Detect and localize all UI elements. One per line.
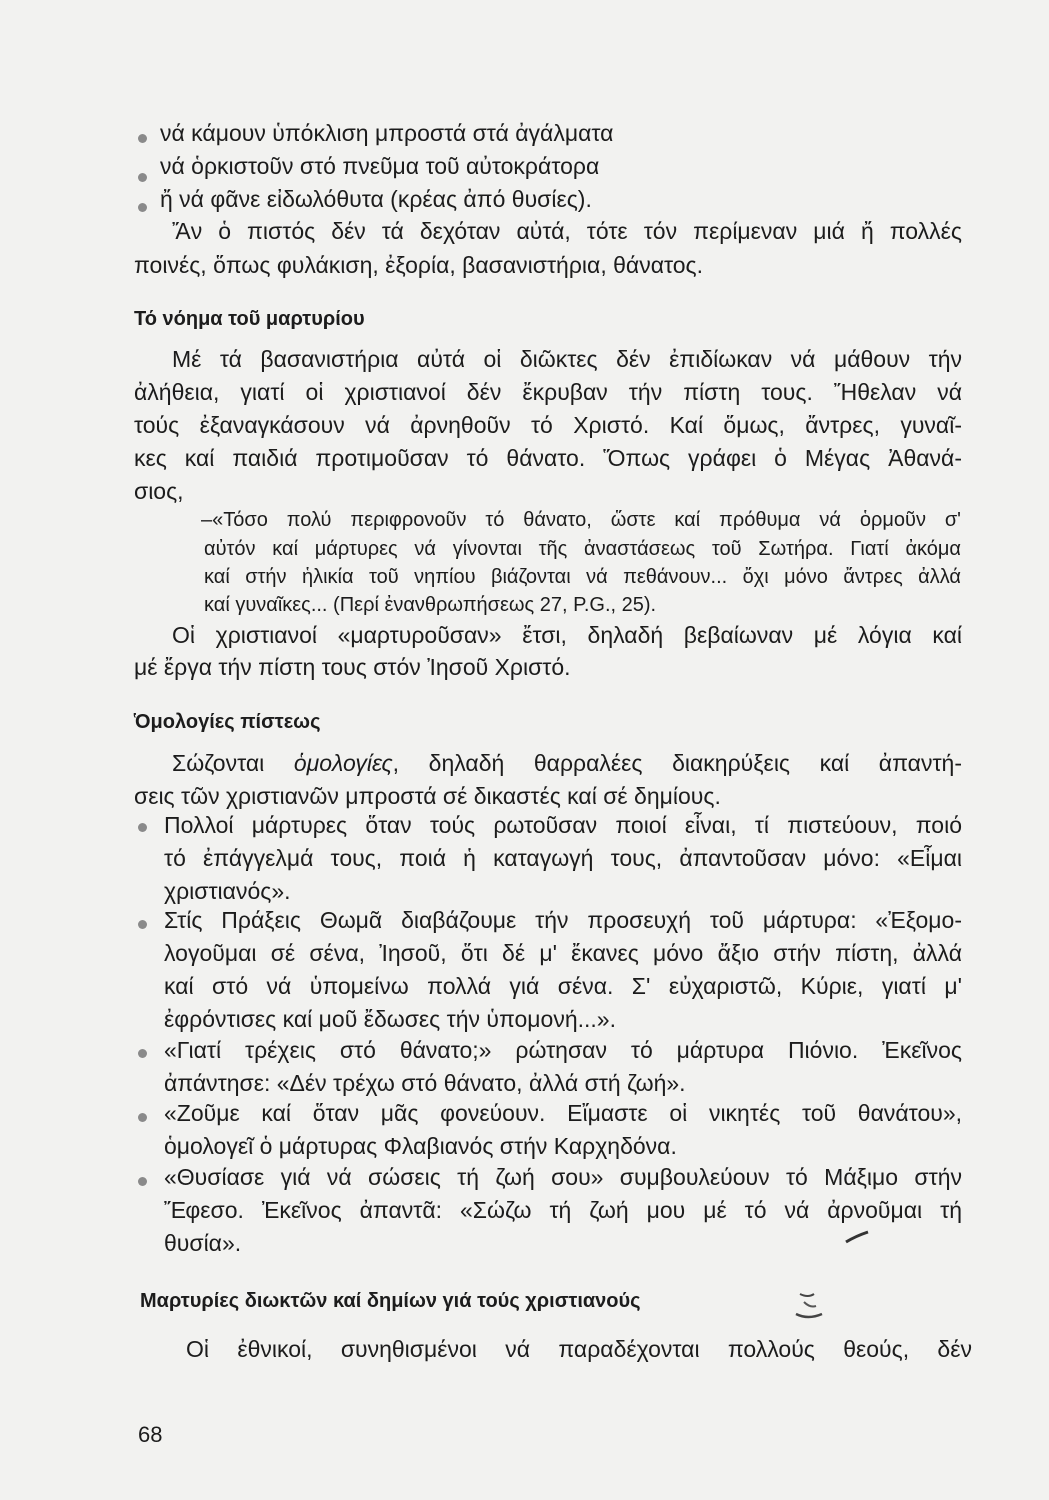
emphasized-term: ὁμολογίες xyxy=(293,750,393,776)
list-item-line: Πολλοί μάρτυρες ὅταν τούς ρωτοῦσαν ποιοί εἶναι, τί πιστεύουν, ποιό xyxy=(164,812,962,838)
paragraph-line: Μέ τά βασανιστήρια αὐτά οἱ διῶκτες δέν ἐπιδίωκαν νά μάθουν τήν xyxy=(172,346,962,372)
bullet-dot xyxy=(138,203,147,212)
quote-line: –«Τόσο πολύ περιφρονοῦν τό θάνατο, ὥστε καί πρόθυμα νά ὁρμοῦν σ' xyxy=(201,509,961,531)
list-item-line: «Γιατί τρέχεις στό θάνατο;» ρώτησαν τό μάρτυρα Πιόνιο. Ἐκεῖνος xyxy=(164,1037,962,1063)
bullet-dot xyxy=(138,823,147,832)
list-item-line: ἐφρόντισες καί μοῦ ἔδωσες τήν ὑπομονή...». xyxy=(164,1006,616,1032)
quote-line: καί στήν ἡλικία τοῦ νηπίου βιάζονται νά πεθάνουν... ὄχι μόνο ἄντρες ἀλλά xyxy=(204,566,961,588)
paragraph-line: ἀλήθεια, γιατί οἱ χριστιανοί δέν ἔκρυβαν τήν πίστη τους. Ἤθελαν νά xyxy=(134,379,962,405)
section-heading: Ὁμολογίες πίστεως xyxy=(134,711,321,733)
paragraph-line: σιος, xyxy=(134,478,184,504)
bullet-dot xyxy=(138,1113,147,1122)
paragraph-line: σεις τῶν χριστιανῶν μπροστά σέ δικαστές καί σέ δημίους. xyxy=(134,783,721,809)
list-item-line: χριστιανός». xyxy=(164,878,291,904)
bullet-item: νά ὁρκιστοῦν στό πνεῦμα τοῦ αὐτοκράτορα xyxy=(160,153,600,179)
paragraph-line: Ἄν ὁ πιστός δέν τά δεχόταν αὐτά, τότε τόν περίμεναν μιά ἤ πολλές xyxy=(172,218,962,244)
bullet-item: νά κάμουν ὑπόκλιση μπροστά στά ἀγάλματα xyxy=(160,120,614,146)
bullet-dot xyxy=(138,1049,147,1058)
section-heading: Μαρτυρίες διωκτῶν καί δημίων γιά τούς χριστιανούς xyxy=(140,1290,641,1312)
paragraph-line: Οἱ ἐθνικοί, συνηθισμένοι νά παραδέχονται πολλούς θεούς, δέν xyxy=(186,1336,972,1362)
bullet-dot xyxy=(138,173,147,182)
paragraph-line: ποινές, ὅπως φυλάκιση, ἐξορία, βασανιστήρια, θάνατος. xyxy=(134,252,704,278)
list-item-line: τό ἐπάγγελμά τους, ποιά ἡ καταγωγή τους, ἀπαντοῦσαν μόνο: «Εἶμαι xyxy=(164,845,962,871)
bullet-dot xyxy=(138,920,147,929)
list-item-line: Ἔφεσο. Ἐκεῖνος ἀπαντᾶ: «Σώζω τή ζωή μου μέ τό νά ἀρνοῦμαι τή xyxy=(164,1197,962,1223)
bullet-dot xyxy=(138,134,147,143)
list-item-line: θυσία». xyxy=(164,1230,242,1256)
quote-line: αὐτόν καί μάρτυρες νά γίνονται τῆς ἀναστάσεως τοῦ Σωτήρα. Γιατί ἀκόμα xyxy=(204,538,961,560)
paragraph-line: μέ ἔργα τήν πίστη τους στόν Ἰησοῦ Χριστό. xyxy=(134,654,571,680)
list-item-line: «Θυσίασε γιά νά σώσεις τή ζωή σου» συμβουλεύουν τό Μάξιμο στήν xyxy=(164,1164,962,1190)
bullet-dot xyxy=(138,1177,147,1186)
paragraph-line: Σώζονται ὁμολογίες, δηλαδή θαρραλέες διακηρύξεις καί ἀπαντή- xyxy=(172,750,962,776)
paragraph-line: κες καί παιδιά προτιμοῦσαν τό θάνατο. Ὅπως γράφει ὁ Μέγας Ἀθανά- xyxy=(134,445,962,471)
list-item-line: ὁμολογεῖ ὁ μάρτυρας Φλαβιανός στήν Καρχηδόνα. xyxy=(164,1133,677,1159)
page-number: 68 xyxy=(138,1422,163,1447)
pen-mark-icon xyxy=(842,1228,872,1250)
paragraph-line: Οἱ χριστιανοί «μαρτυροῦσαν» ἔτσι, δηλαδή βεβαίωναν μέ λόγια καί xyxy=(172,622,962,648)
list-item-line: ἀπάντησε: «Δέν τρέχω στό θάνατο, ἀλλά στή ζωή». xyxy=(164,1070,686,1096)
list-item-line: καί στό νά ὑπομείνω πολλά γιά σένα. Σ' εὐχαριστῶ, Κύριε, γιατί μ' xyxy=(164,973,962,999)
pen-mark-icon xyxy=(790,1288,826,1322)
bullet-item: ἤ νά φᾶνε εἰδωλόθυτα (κρέας ἀπό θυσίες). xyxy=(160,186,592,212)
list-item-line: «Ζοῦμε καί ὅταν μᾶς φονεύουν. Εἴμαστε οἱ νικητές τοῦ θανάτου», xyxy=(164,1100,962,1126)
section-heading: Τό νόημα τοῦ μαρτυρίου xyxy=(134,308,365,330)
quote-line: καί γυναῖκες... (Περί ἐνανθρωπήσεως 27, P.G., 25). xyxy=(204,594,657,616)
paragraph-line: τούς ἐξαναγκάσουν νά ἀρνηθοῦν τό Χριστό. Καί ὅμως, ἄντρες, γυναῖ- xyxy=(134,412,962,438)
list-item-line: Στίς Πράξεις Θωμᾶ διαβάζουμε τήν προσευχή τοῦ μάρτυρα: «Ἐξομο- xyxy=(164,907,962,933)
list-item-line: λογοῦμαι σέ σένα, Ἰησοῦ, ὅτι δέ μ' ἔκανες μόνο ἄξιο στήν πίστη, ἀλλά xyxy=(164,940,962,966)
